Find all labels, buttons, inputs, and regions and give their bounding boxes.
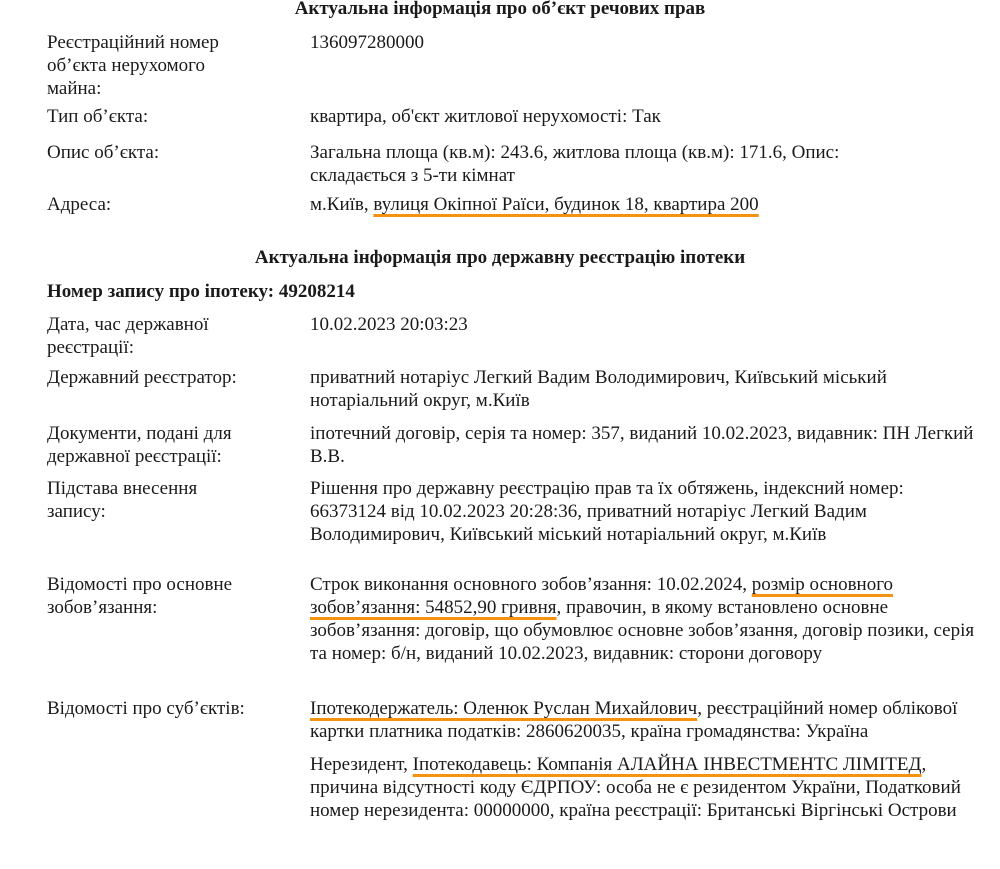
field-label: Реєстраційний номер об’єкта нерухомого майна: (47, 32, 219, 99)
field-label: Відомості про основне зобов’язання: (47, 574, 233, 618)
field-label: Державний реєстратор: (47, 367, 237, 388)
field-value: 136097280000 (310, 32, 424, 53)
field-value (310, 573, 980, 665)
field-value (310, 697, 980, 822)
mortgagor-prefix: Нерезидент, (310, 754, 413, 775)
address-highlight: вулиця Окіпної Раїси, будинок 18, квартира 200 (373, 194, 759, 215)
field-label: Дата, час державної реєстрації: (47, 314, 209, 358)
field-label: Адреса: (47, 194, 112, 215)
mortgagee-paragraph (310, 697, 980, 743)
section-title-mortgage: Актуальна інформація про державну реєстрацію іпотеки (254, 247, 746, 268)
mortgagee-details: , реєстраційний номер облікової картки платника податків: 2860620035, країна громадянства: Україна (310, 698, 958, 742)
field-value: іпотечний договір, серія та номер: 357, виданий 10.02.2023, видавник: ПН Легкий В.В. (310, 423, 974, 467)
obligation-amount-highlight: розмір основного зобов’язання: 54852,90 гривня (310, 574, 894, 618)
address-city: м.Київ, (310, 194, 374, 215)
field-value (310, 193, 980, 216)
field-value: приватний нотаріус Легкий Вадим Володимирович, Київський міський нотаріальний округ, м.Київ (310, 367, 887, 411)
field-value: 10.02.2023 20:03:23 (310, 314, 468, 335)
obligation-suffix: , правочин, в якому встановлено основне зобов’язання: договір, що обумовлює основне зобов’язання, договір позики, серія та номер: б/н, виданий 10.02.2023, видавник: сторони договору (310, 597, 975, 664)
field-label: Тип об’єкта: (47, 106, 149, 127)
field-value: Рішення про державну реєстрацію прав та їх обтяжень, індексний номер: 66373124 від 10.02.2023 20:28:36, приватний нотаріус Легкий Вадим Володимирович, Київський міський нотаріальний округ, м.Київ (310, 478, 904, 545)
field-label: Відомості про суб’єктів: (47, 698, 245, 719)
mortgagor-highlight: Іпотекодавець: Компанія АЛАЙНА ІНВЕСТМЕНТС ЛІМІТЕД (412, 754, 922, 775)
section-title-property: Актуальна інформація про об’єкт речових прав (294, 0, 706, 19)
field-value: квартира, об'єкт житлової нерухомості: Так (310, 106, 661, 127)
mortgagor-paragraph (310, 753, 980, 822)
field-label: Опис об’єкта: (47, 142, 160, 163)
mortgagor-details: , причина відсутності коду ЄДРПОУ: особа не є резидентом України, Податковий номер нерезидента: 00000000, країна реєстрації: Британські Віргінські Острови (310, 754, 961, 821)
field-label: Підстава внесення запису: (47, 478, 198, 522)
mortgagee-highlight: Іпотекодержатель: Оленюк Руслан Михайлович (310, 698, 698, 719)
field-value: Загальна площа (кв.м): 243.6, житлова площа (кв.м): 171.6, Опис: складається з 5-ти кімнат (310, 142, 840, 186)
field-label: Документи, подані для державної реєстрації: (47, 423, 232, 467)
mortgage-record-number: Номер запису про іпотеку: 49208214 (47, 281, 355, 302)
obligation-prefix: Строк виконання основного зобов’язання: 10.02.2024, (310, 574, 752, 595)
